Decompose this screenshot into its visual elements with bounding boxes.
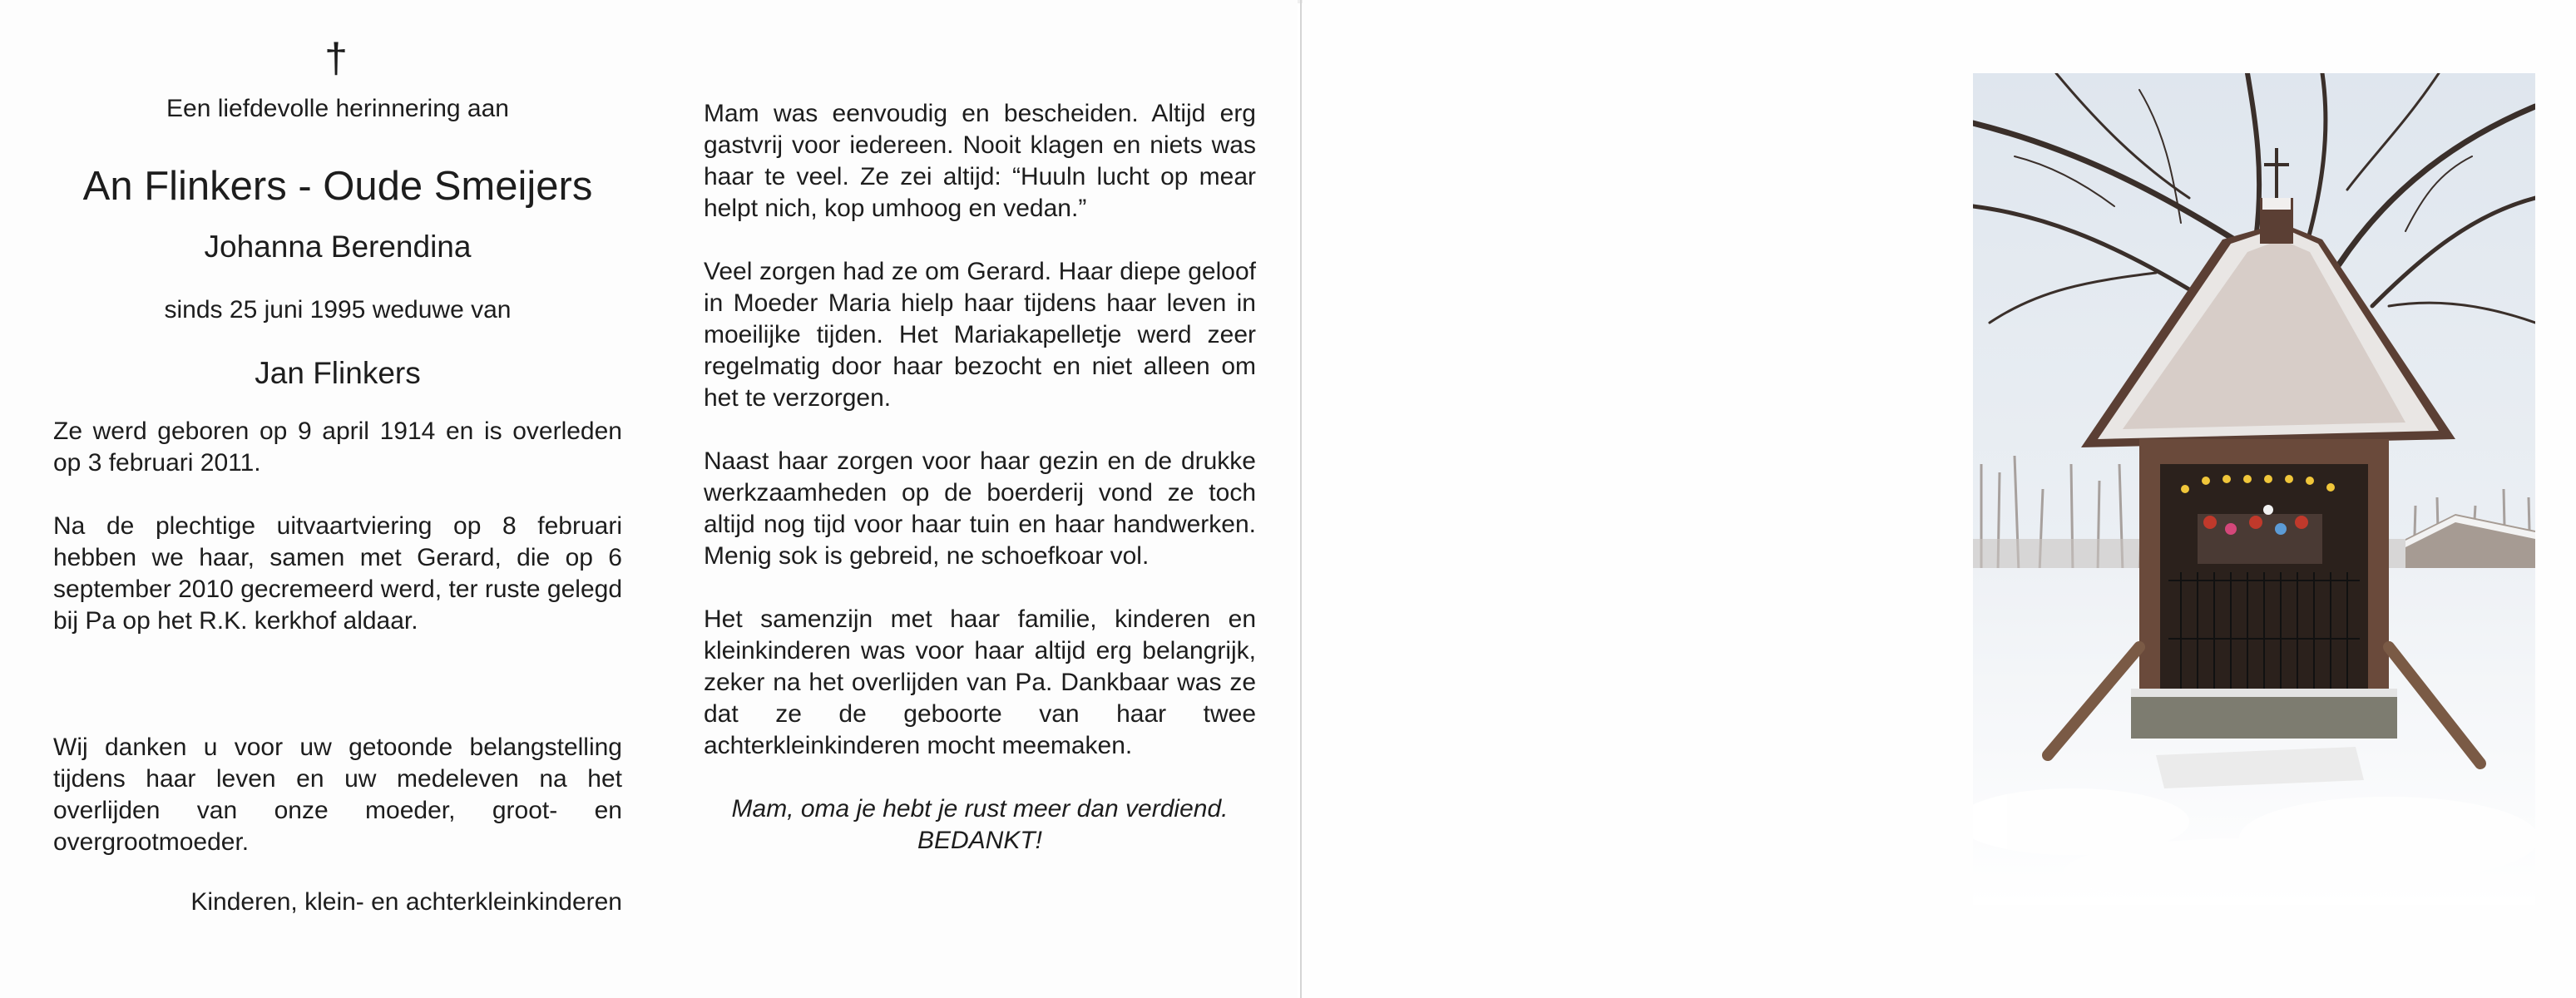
grille <box>2168 572 2360 689</box>
thanks-text: Wij danken u voor uw getoonde belangstelling tijdens haar leven en uw medeleven na het overlijden van onze moeder, groot- en overgrootmoeder. <box>53 734 622 856</box>
memorial-column <box>704 98 1256 857</box>
closing-line-2: BEDANKT! <box>917 827 1043 854</box>
birth-death-text: Ze werd geboren op 9 april 1914 en is overleden op 3 februari 2011. <box>53 417 622 477</box>
funeral-text: Na de plechtige uitvaartviering op 8 februari hebben we haar, samen met Gerard, die op 6 september 2010 gecremeerd werd, ter ruste gelegd bij Pa op het R.K. kerkhof aldaar. <box>53 512 622 635</box>
signoff: Kinderen, klein- en achterkleinkinderen <box>190 888 622 916</box>
husband-name: Jan Flinkers <box>255 356 421 390</box>
given-names: Johanna Berendina <box>204 230 472 264</box>
chapel-photo <box>1973 73 2535 905</box>
deceased-name: An Flinkers - Oude Smeijers <box>82 164 593 209</box>
cross-icon: † <box>324 35 348 82</box>
intro-line: Een liefdevolle herinnering aan <box>166 95 509 122</box>
widow-line: sinds 25 juni 1995 weduwe van <box>164 296 512 324</box>
memorial-paragraph-4: Het samenzijn met haar familie, kinderen en kleinkinderen was voor haar altijd erg belangrijk, zeker na het overlijden van Pa. Dankbaar was ze dat ze de geboorte van haar twee achterkleinkinderen mocht meemaken. <box>704 605 1256 759</box>
card-fold <box>1300 0 1302 998</box>
closing-line-1: Mam, oma je hebt je rust meer dan verdiend. <box>731 795 1229 823</box>
chapel-illustration <box>1973 73 2535 905</box>
memorial-paragraph-3: Naast haar zorgen voor haar gezin en de drukke werkzaamheden op de boerderij vond ze toch altijd nog tijd voor haar tuin en haar handwerken. Menig sok is gebreid, ne schoefkoar vol. <box>704 447 1256 570</box>
memorial-paragraph-1: Mam was eenvoudig en bescheiden. Altijd erg gastvrij voor iedereen. Nooit klagen en niets was haar te veel. Ze zei altijd: “Huuln lucht op mear helpt nich, kop umhoog en vedan.” <box>704 100 1256 222</box>
memorial-paragraph-2: Veel zorgen had ze om Gerard. Haar diepe geloof in Moeder Maria hielp haar tijdens haar leven in moeilijke tijden. Het Mariakapelletje werd zeer regelmatig door haar bezocht en niet alleen om het te verzorgen. <box>704 258 1256 412</box>
obituary-column <box>53 33 622 916</box>
